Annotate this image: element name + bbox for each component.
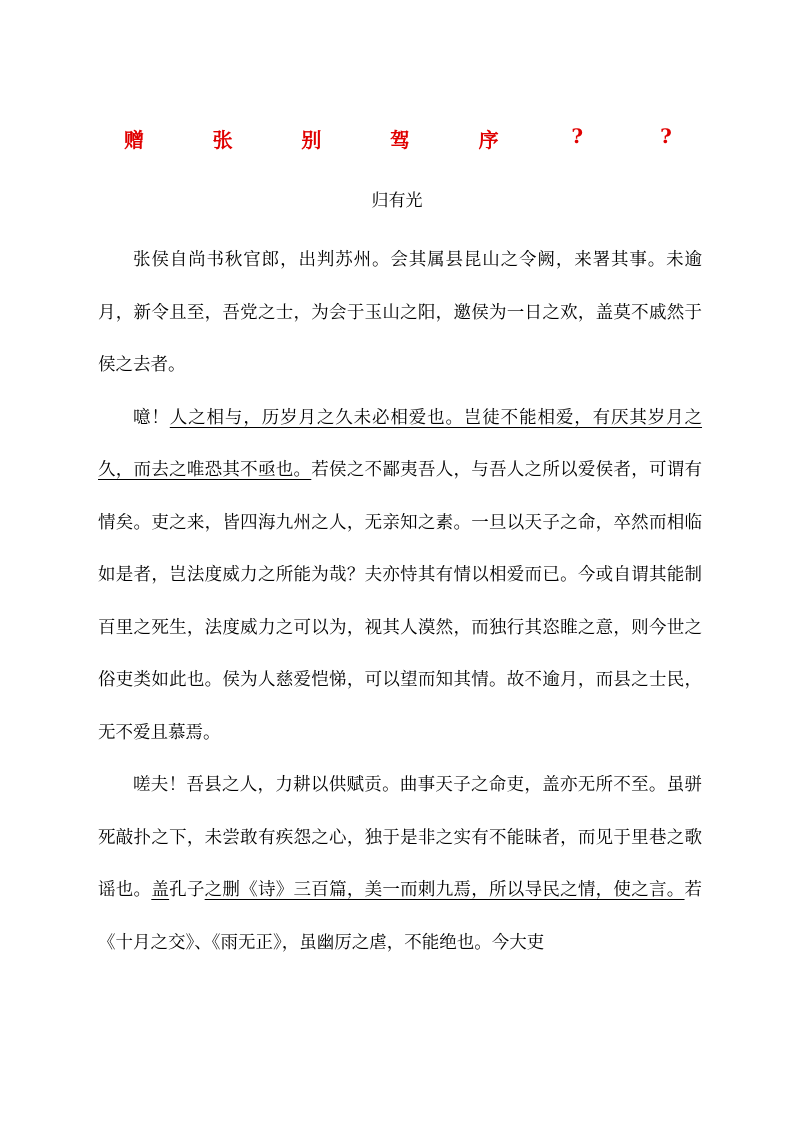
underlined-text: 之删《诗》三百篇，美一而刺九焉，所以导民之情，使之言。 xyxy=(204,880,685,900)
title-char: ? xyxy=(660,124,672,148)
paragraph-text: 噫！ xyxy=(133,407,170,428)
underlined-text: 盖 xyxy=(151,880,170,900)
body-paragraph xyxy=(98,392,702,760)
body-paragraph xyxy=(98,234,702,392)
paragraph-text: 张侯自尚书秋官郎，出判苏州。会其属县昆山之令阙，来署其事。未逾月，新令且至，吾党之士，为会于玉山之阳，邀侯为一日之欢，盖莫不戚然于侯之去者。 xyxy=(98,250,702,375)
title-char: 序 xyxy=(478,128,499,152)
title-char: 张 xyxy=(212,128,233,152)
title-char: ? xyxy=(571,124,584,148)
title-char: 驾 xyxy=(389,128,410,152)
paragraph-text: 若侯之不鄙夷吾人，与吾人之所以爱侯者，可谓有情矣。吏之来，皆四海九州之人，无亲知之素。一旦以天子之命，卒然而相临如是者，岂法度威力之所能为哉？夫亦恃其有情以相爱而已。今或自谓其能制百里之死生，法度威力之可以为，视其人漠然，而独行其恣睢之意，则今世之俗吏类如此也。侯为人慈爱恺悌，可以望而知其情。故不逾月，而县之士民，无不爱且慕焉。 xyxy=(98,460,703,743)
document-body xyxy=(98,234,702,969)
body-paragraph xyxy=(98,759,702,969)
document-title xyxy=(120,124,680,153)
underlined-text: 人之相与，历岁月之久未必相爱也。岂徒不能相爱，有厌其岁月之久，而去之唯恐其不亟也。 xyxy=(98,407,703,480)
title-char: 别 xyxy=(301,128,322,152)
paragraph-text: 孔子 xyxy=(169,880,205,900)
title-char: 赠 xyxy=(124,128,144,152)
paragraph-text: 若《十月之交》、《雨无正》，虽幽厉之虐，不能绝也。今大吏 xyxy=(98,880,703,953)
author-name: 归有光 xyxy=(371,191,423,211)
paragraph-text: 嗟夫！吾县之人，力耕以供赋贡。曲事天子之命吏，盖亦无所不至。虽骈死敲扑之下，未尝敢有疾怨之心，独于是非之实有不能昧者，而见于里巷之歌谣也。 xyxy=(98,775,702,900)
